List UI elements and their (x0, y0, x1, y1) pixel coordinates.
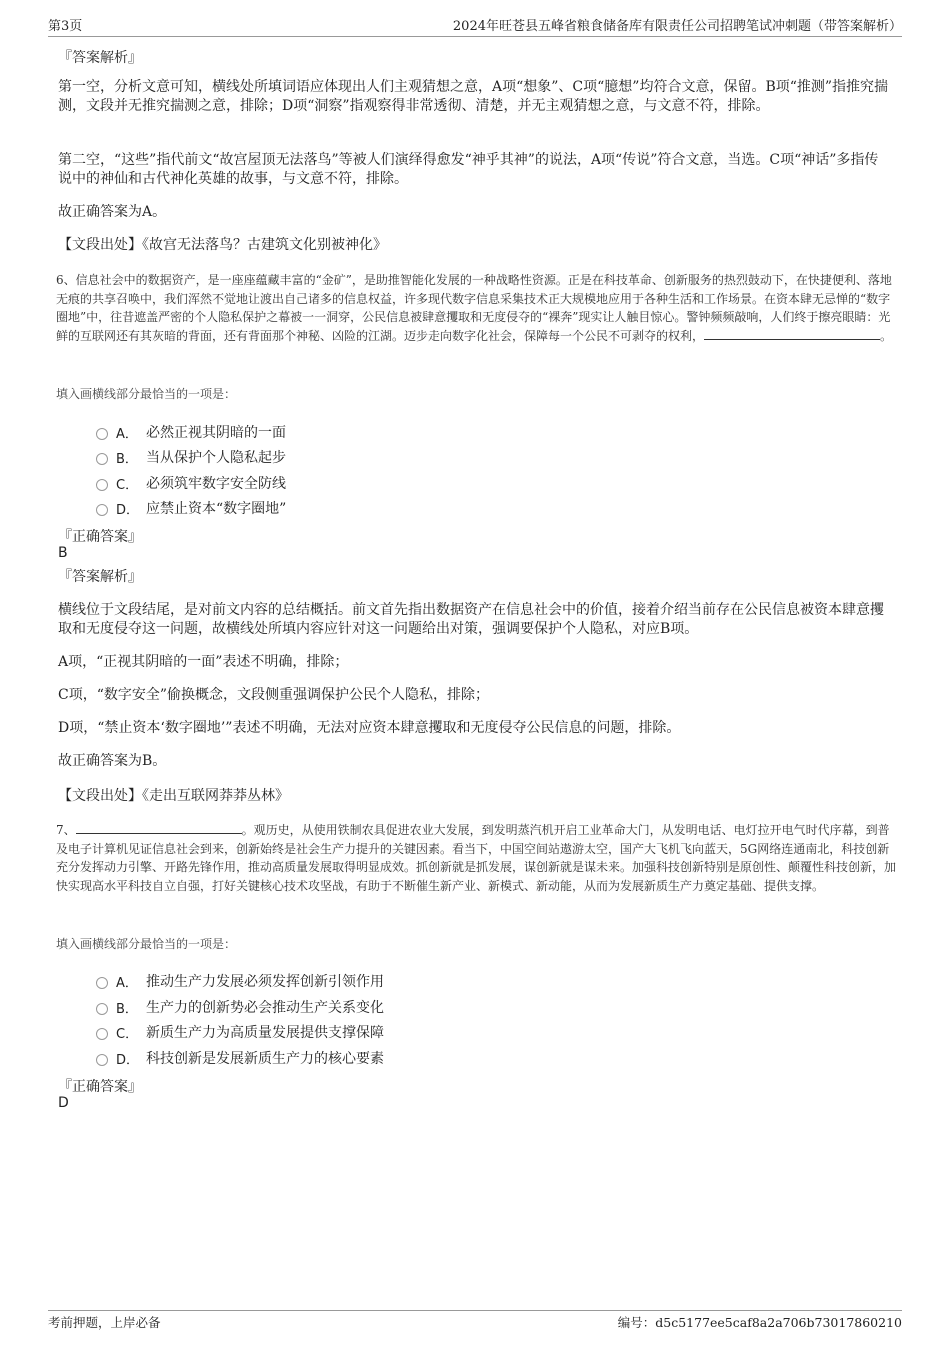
q7-prompt: 填入画横线部分最恰当的一项是： (56, 937, 237, 951)
footer-slogan: 考前押题，上岸必备 (48, 1315, 161, 1330)
q6-analysis-label: 『答案解析』 (58, 569, 142, 585)
q6-analysis-p1: 横线位于文段结尾，是对前文内容的总结概括。前文首先指出数据资产在信息社会中的价值，接着介绍当前存在公民信息被资本肆意攫取和无度侵夺这一问题，故横线处所填内容应针对这一问题给出对策，强调要保护个人隐私，对应B项。 (58, 602, 884, 637)
q6-analysis-p2: A项，“正视其阴暗的一面”表述不明确，排除； (58, 654, 349, 670)
q6-source: 【文段出处】《走出互联网莽莽丛林》 (58, 788, 289, 804)
page-footer (48, 1310, 902, 1331)
q5-analysis-p2: 第二空，“这些”指代前文“故宫屋顶无法落鸟”等被人们演绎得愈发“神乎其神”的说法，A项“传说”符合文意，当选。C项“神话”多指传说中的神仙和古代神化英雄的故事，与文意不符，排除。 (58, 152, 879, 187)
document-id: 编号：d5c5177ee5caf8a2a706b73017860210 (617, 1315, 902, 1330)
page-header (48, 12, 902, 37)
radio-icon[interactable] (96, 479, 108, 491)
q5-analysis-p1: 第一空，分析文意可知，横线处所填词语应体现出人们主观猜想之意，A项“想象”、C项“臆想”均符合文意，保留。B项“推测”指推究揣测，文段并无推究揣测之意，排除；D项“洞察”指观察得非常透彻、清楚，并无主观猜想之意，与文意不符，排除。 (58, 79, 889, 114)
q7-answer-label: 『正确答案』 (58, 1079, 142, 1095)
q6-option-a[interactable]: A． 必然正视其阴暗的一面 (96, 422, 286, 442)
radio-icon[interactable] (96, 453, 108, 465)
q7-number: 7、 (56, 823, 76, 837)
q6-question-text (56, 271, 896, 345)
q6-option-b[interactable]: B． 当从保护个人隐私起步 (96, 447, 286, 467)
q6-blank (704, 327, 880, 340)
q6-analysis-p3: C项，“数字安全”偷换概念，文段侧重强调保护公民个人隐私，排除； (58, 687, 490, 703)
page-number: 第3页 (48, 19, 83, 34)
document-title: 2024年旺苍县五峰省粮食储备库有限责任公司招聘笔试冲刺题（带答案解析） (452, 19, 902, 34)
q7-option-b[interactable]: B． 生产力的创新势必会推动生产关系变化 (96, 997, 384, 1017)
q7-text: 。观历史，从使用铁制农具促进农业大发展，到发明蒸汽机开启工业革命大门，从发明电话、电灯拉开电气时代序幕，到普及电子计算机见证信息社会到来，创新始终是社会生产力提升的关键因素。看当下，中国空间站遨游太空，国产大飞机飞向蓝天，5G网络连通南北，科技创新充分发挥动力引擎、开路先锋作用，推动高质量发展取得明显成效。抓创新就是抓发展，谋创新就是谋未来。加强科技创新特别是原创性、颠覆性科技创新，加快实现高水平科技自立自强，打好关键核心技术攻坚战，有助于不断催生新产业、新模式、新动能，从而为发展新质生产力奠定基础、提供支撑。 (56, 823, 897, 893)
q6-analysis-p4: D项，“禁止资本‘数字圈地’”表述不明确，无法对应资本肆意攫取和无度侵夺公民信息的问题，排除。 (58, 720, 681, 736)
radio-icon[interactable] (96, 1028, 108, 1040)
q7-option-d[interactable]: D． 科技创新是发展新质生产力的核心要素 (96, 1048, 384, 1068)
q6-answer: B (58, 545, 68, 561)
q6-option-c[interactable]: C． 必须筑牢数字安全防线 (96, 473, 286, 493)
q5-source: 【文段出处】《故宫无法落鸟？古建筑文化别被神化》 (58, 237, 387, 253)
q6-prompt: 填入画横线部分最恰当的一项是： (56, 387, 237, 401)
q6-text-after: 。 (880, 328, 893, 343)
q7-option-c[interactable]: C． 新质生产力为高质量发展提供支撑保障 (96, 1022, 384, 1042)
radio-icon[interactable] (96, 977, 108, 989)
q7-answer: D (58, 1095, 69, 1111)
q7-option-a[interactable]: A． 推动生产力发展必须发挥创新引领作用 (96, 971, 384, 991)
q7-blank (76, 821, 242, 834)
q6-text-before: 6、信息社会中的数据资产，是一座座蕴藏丰富的“金矿”，是助推智能化发展的一种战略性资源。正是在科技革命、创新服务的热烈鼓动下，在快捷便利、落地无痕的共享召唤中，我们浑然不觉地让渡出自己诸多的信息权益，许多现代数字信息采集技术正大规模地应用于各种生活和工作场景。在资本肆无忌惮的“数字圈地”中，往昔遮盖严密的个人隐私保护之幕被一一洞穿，公民信息被肆意攫取和无度侵夺的“裸奔”现实让人触目惊心。警钟频频敲响，人们终于擦亮眼睛：光鲜的互联网还有其灰暗的背面，还有背面那个神秘、凶险的江湖。迈步走向数字化社会，保障每一个公民不可剥夺的权利， (56, 273, 892, 343)
q7-question-text (56, 821, 896, 895)
q6-answer-label: 『正确答案』 (58, 529, 142, 545)
q6-conclusion: 故正确答案为B。 (58, 753, 167, 769)
radio-icon[interactable] (96, 1054, 108, 1066)
radio-icon[interactable] (96, 1003, 108, 1015)
radio-icon[interactable] (96, 504, 108, 516)
radio-icon[interactable] (96, 428, 108, 440)
q5-conclusion: 故正确答案为A。 (58, 204, 167, 220)
q5-analysis-label: 『答案解析』 (58, 50, 142, 66)
q6-option-d[interactable]: D． 应禁止资本“数字圈地” (96, 498, 286, 518)
